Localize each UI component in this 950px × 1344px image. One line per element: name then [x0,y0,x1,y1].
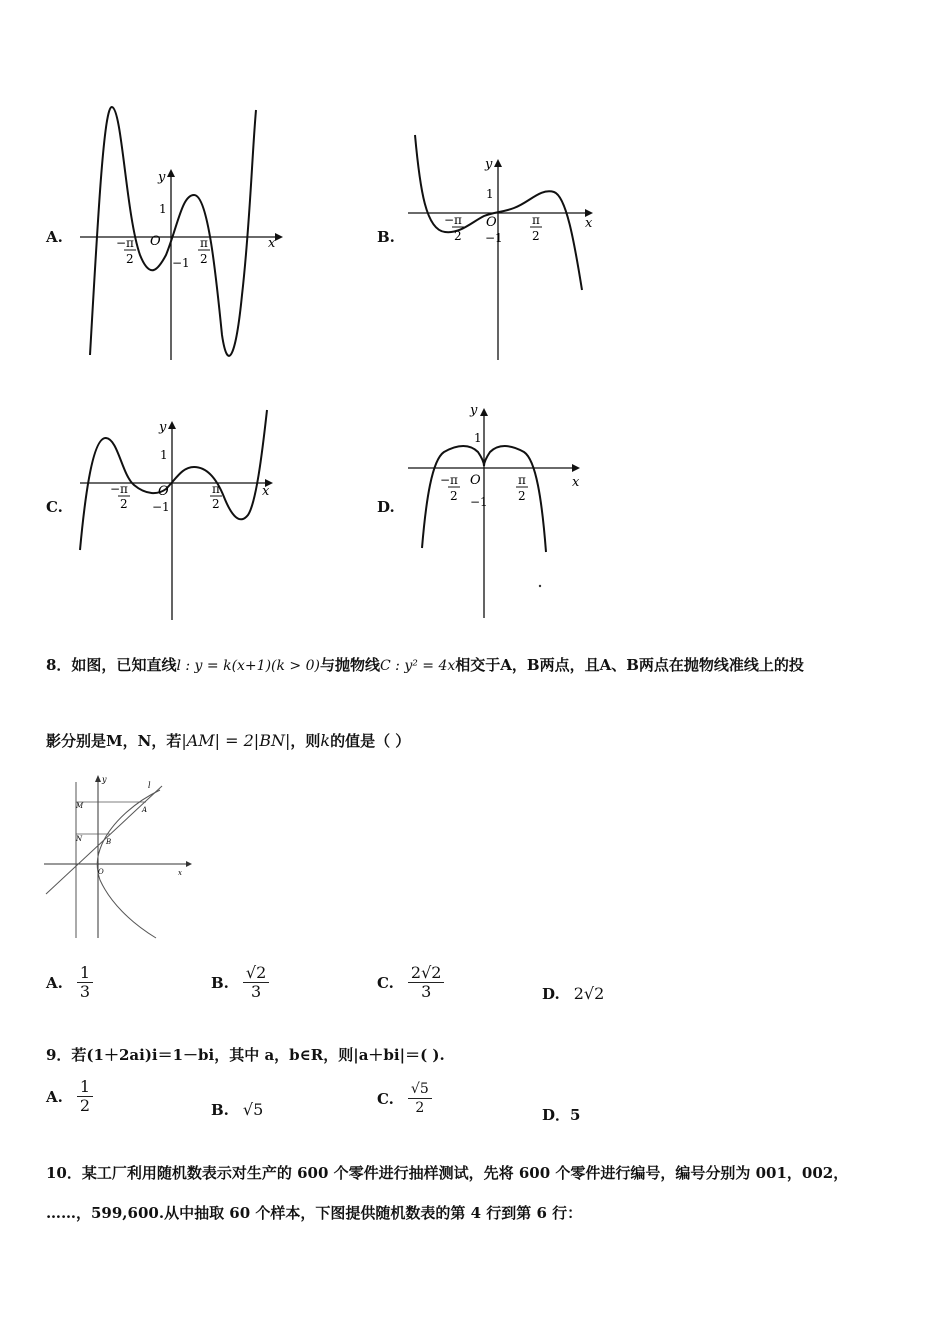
fig-a-label: A [142,806,148,814]
q9-option-a[interactable] [46,1078,93,1115]
neg-pi-den: 2 [126,252,134,266]
option-a-label: A. [46,228,63,246]
q8-option-d-label: D. [542,984,560,1003]
one-label: 1 [474,431,482,445]
neg-pi-label: −π [444,213,462,227]
q8-option-b[interactable] [211,964,269,1001]
q8-line-equation: l : y = k(x+1)(k > 0) [176,658,320,674]
graph-a [70,95,290,365]
neg-pi-den: 2 [454,229,462,243]
q9-option-d[interactable] [542,1104,580,1125]
q9-option-c-label: C. [377,1089,394,1108]
x-label: x [268,236,276,251]
x-axis-arrow [572,464,580,472]
neg-one-label: −1 [485,231,503,245]
x-label: x [572,475,580,490]
question-8-line2 [46,730,410,751]
q8-line2-mid: ，则 [290,732,321,750]
q9-option-b-label: B. [211,1100,229,1119]
fig-x-label: x [178,869,182,877]
neg-pi-den: 2 [450,489,458,503]
neg-pi-label: −π [110,482,128,496]
origin-label: O [486,215,497,230]
q8-option-d-value: 2√2 [573,984,605,1003]
origin-label: O [150,234,161,249]
y-axis-arrow [167,169,175,177]
y-label: y [158,170,166,185]
pi-den: 2 [532,229,540,243]
neg-pi-label: −π [440,473,458,487]
q8-condition: |AM| = 2|BN| [181,731,291,750]
q8-line2-prefix: 影分别是M，N，若 [46,732,182,750]
fig-l-label: l [148,781,151,790]
fig-m-label: M [76,802,84,810]
y-axis-arrow [480,408,488,416]
q9-option-a-label: A. [46,1087,63,1106]
q8-line2-suffix: 的值是（ ） [330,732,411,750]
fig-n-label: N [76,835,83,843]
y-label: y [470,403,478,418]
one-label: 1 [486,187,494,201]
fig-y-label: y [102,775,107,784]
q9-option-c-value: $\frac{√5}{2}$ [408,1080,432,1117]
q8-option-a-value: $\frac{1}{3}$ [77,964,93,1001]
graph-c [70,405,285,625]
question-9-text: 9．若(1＋2ai)i＝1－bi，其中 a，b∈R，则|a＋bi|＝( ). [46,1046,445,1064]
q8-option-c-value: $\frac{2√2}{3}$ [408,964,445,1001]
pi-label: π [212,482,220,496]
neg-pi-label: −π [116,236,134,250]
graph-d [400,400,600,622]
q9-option-b[interactable] [211,1100,263,1119]
q8-option-d[interactable] [542,984,604,1003]
q9-option-b-value: √5 [242,1100,264,1119]
q8-k: k [320,731,331,750]
y-axis-arrow [168,421,176,429]
q9-option-a-value: $\frac{1}{2}$ [77,1078,93,1115]
neg-one-label: −1 [470,495,488,509]
q9-option-d-label: D．5 [542,1106,581,1124]
one-label: 1 [160,448,168,462]
q8-figure [40,772,200,944]
question-10-line2: ……，599,600.从中抽取 60 个样本，下图提供随机数表的第 4 行到第 6 行： [46,1204,583,1222]
pi-label: π [518,473,526,487]
pi-label: π [532,213,540,227]
q8-parabola-equation: C : y² = 4x [380,658,456,674]
x-label: x [585,216,593,231]
fig-b-label: B [106,838,112,846]
graph-curve [80,410,267,550]
option-c-label: C. [46,498,63,516]
pi-label: π [200,236,208,250]
graph-b [400,130,610,365]
q8-option-c[interactable] [377,964,444,1001]
one-label: 1 [159,202,167,216]
q8-option-b-value: $\frac{√2}{3}$ [243,964,269,1001]
pi-den: 2 [200,252,208,266]
origin-label: O [470,473,481,488]
pi-den: 2 [518,489,526,503]
q8-option-a[interactable] [46,964,93,1001]
y-label: y [159,420,167,435]
pi-den: 2 [212,497,220,511]
question-8-line1 [46,654,804,675]
q8-option-a-label: A. [46,973,63,992]
fig-o-label: O [98,868,104,876]
x-label: x [262,484,270,499]
q8-suffix: 相交于A，B两点，且A、B两点在抛物线准线上的投 [455,656,804,674]
option-b-label: B. [377,228,395,246]
q9-option-c[interactable] [377,1080,432,1117]
x-axis-arrow [275,233,283,241]
q8-option-b-label: B. [211,973,229,992]
q8-mid: 与抛物线 [319,656,380,674]
q8-option-c-label: C. [377,973,394,992]
option-d-label: D. [377,498,395,516]
neg-one-label: −1 [172,256,190,270]
graph-curve [90,107,256,356]
question-10-line1: 10．某工厂利用随机数表示对生产的 600 个零件进行抽样测试，先将 600 个零件进行编号，编号分别为 001，002， [46,1164,849,1182]
y-label: y [485,157,493,172]
neg-one-label: −1 [152,500,170,514]
y-axis-arrow [494,159,502,167]
neg-pi-den: 2 [120,497,128,511]
q8-prefix: 8．如图，已知直线 [46,656,177,674]
origin-label: O [158,484,169,499]
